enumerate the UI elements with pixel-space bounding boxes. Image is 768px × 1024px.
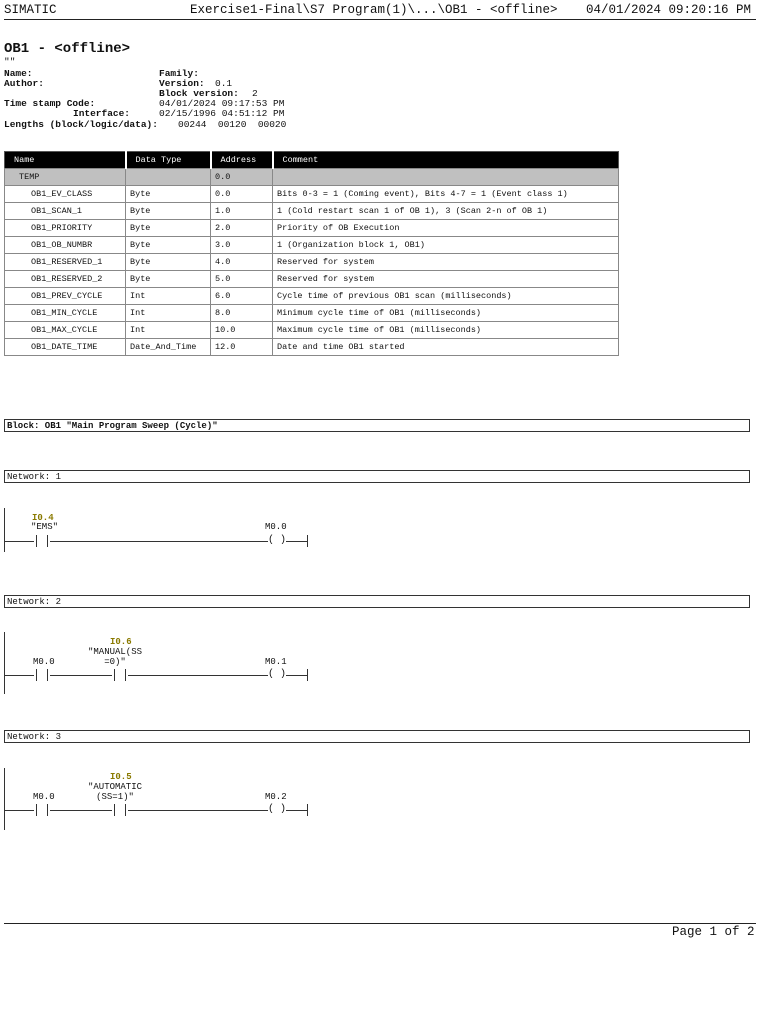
version-value: 0.1 xyxy=(215,78,233,89)
timestamp-interface: 02/15/1996 04:51:12 PM xyxy=(159,108,285,119)
col-header-name: Name xyxy=(5,152,126,169)
power-rail xyxy=(4,632,5,694)
family-label: Family: xyxy=(159,68,199,79)
cell-comment: Maximum cycle time of OB1 (milliseconds) xyxy=(273,322,619,339)
network-1-header: Network: 1 xyxy=(4,470,750,483)
cell-address: 1.0 xyxy=(211,203,273,220)
author-label: Author: xyxy=(4,78,44,89)
cell-address: 5.0 xyxy=(211,271,273,288)
table-row xyxy=(5,169,619,186)
table-row xyxy=(5,237,619,254)
cell-comment: 1 (Cold restart scan 1 of OB 1), 3 (Scan 2-n of OB 1) xyxy=(273,203,619,220)
table-row xyxy=(5,339,619,356)
no-contact-icon xyxy=(34,669,50,681)
block-version-value: 2 xyxy=(252,88,258,99)
cell-address: 8.0 xyxy=(211,305,273,322)
cell-data-type: Byte xyxy=(126,220,211,237)
cell-data-type: Byte xyxy=(126,237,211,254)
coil-address: M0.0 xyxy=(265,522,287,532)
table-row xyxy=(5,271,619,288)
block-title: OB1 - <offline> xyxy=(4,41,131,57)
network-3-header: Network: 3 xyxy=(4,730,750,743)
name-label: Name: xyxy=(4,68,33,79)
cell-address: 4.0 xyxy=(211,254,273,271)
block-comment: "" xyxy=(4,56,16,67)
cell-comment: Cycle time of previous OB1 scan (milliseconds) xyxy=(273,288,619,305)
cell-address: 12.0 xyxy=(211,339,273,356)
no-contact-icon xyxy=(112,804,128,816)
page-number: Page 1 of 2 xyxy=(672,925,755,939)
table-row xyxy=(5,322,619,339)
cell-address: 3.0 xyxy=(211,237,273,254)
network-2-header: Network: 2 xyxy=(4,595,750,608)
cell-comment xyxy=(273,169,619,186)
version-label: Version: xyxy=(159,78,205,89)
cell-name: OB1_SCAN_1 xyxy=(5,203,126,220)
col-header-data-type: Data Type xyxy=(126,152,211,169)
table-row xyxy=(5,203,619,220)
block-version-label: Block version: xyxy=(159,88,239,99)
contact-address: M0.0 xyxy=(33,792,55,802)
cell-address: 2.0 xyxy=(211,220,273,237)
cell-data-type: Byte xyxy=(126,186,211,203)
cell-comment: Reserved for system xyxy=(273,271,619,288)
cell-name: OB1_MAX_CYCLE xyxy=(5,322,126,339)
contact-symbol: "EMS" xyxy=(31,522,59,532)
header-path: Exercise1-Final\S7 Program(1)\...\OB1 - <offline> xyxy=(190,3,558,17)
cell-address: 6.0 xyxy=(211,288,273,305)
cell-name: OB1_DATE_TIME xyxy=(5,339,126,356)
rung-end xyxy=(307,669,308,681)
cell-data-type: Int xyxy=(126,305,211,322)
cell-address: 10.0 xyxy=(211,322,273,339)
col-header-address: Address xyxy=(211,152,273,169)
cell-comment: Reserved for system xyxy=(273,254,619,271)
coil-icon: ( ) xyxy=(268,535,287,546)
cell-name: OB1_MIN_CYCLE xyxy=(5,305,126,322)
cell-data-type: Byte xyxy=(126,271,211,288)
cell-name: OB1_EV_CLASS xyxy=(5,186,126,203)
cell-comment: 1 (Organization block 1, OB1) xyxy=(273,237,619,254)
rung-end xyxy=(307,804,308,816)
contact-address: I0.6 xyxy=(110,637,132,647)
coil-icon: ( ) xyxy=(268,804,287,815)
cell-data-type: Byte xyxy=(126,203,211,220)
coil-address: M0.2 xyxy=(265,792,287,802)
cell-comment: Bits 0-3 = 1 (Coming event), Bits 4-7 = 1 (Event class 1) xyxy=(273,186,619,203)
timestamp-label: Time stamp Code: xyxy=(4,98,96,109)
cell-name: OB1_PRIORITY xyxy=(5,220,126,237)
cell-data-type: Date_And_Time xyxy=(126,339,211,356)
block-bar: Block: OB1 "Main Program Sweep (Cycle)" xyxy=(4,419,750,432)
contact-symbol: "MANUAL(SS =0)" xyxy=(88,647,143,667)
table-row xyxy=(5,254,619,271)
no-contact-icon xyxy=(34,804,50,816)
table-row xyxy=(5,186,619,203)
cell-name: OB1_RESERVED_2 xyxy=(5,271,126,288)
lengths-label: Lengths (block/logic/data): xyxy=(4,119,158,130)
cell-name: TEMP xyxy=(5,169,126,186)
cell-comment: Minimum cycle time of OB1 (milliseconds) xyxy=(273,305,619,322)
contact-address: I0.5 xyxy=(110,772,132,782)
cell-name: OB1_RESERVED_1 xyxy=(5,254,126,271)
table-row xyxy=(5,288,619,305)
cell-address: 0.0 xyxy=(211,186,273,203)
interface-label: Interface: xyxy=(73,108,131,119)
cell-name: OB1_OB_NUMBR xyxy=(5,237,126,254)
cell-comment: Date and time OB1 started xyxy=(273,339,619,356)
lengths-value: 00244 00120 00020 xyxy=(178,119,287,130)
header-datetime: 04/01/2024 09:20:16 PM xyxy=(586,3,752,17)
cell-name: OB1_PREV_CYCLE xyxy=(5,288,126,305)
no-contact-icon xyxy=(112,669,128,681)
cell-data-type: Byte xyxy=(126,254,211,271)
power-rail xyxy=(4,508,5,552)
header-divider xyxy=(4,19,756,20)
rung-end xyxy=(307,535,308,547)
header-app-name: SIMATIC xyxy=(4,3,57,17)
coil-address: M0.1 xyxy=(265,657,287,667)
cell-comment: Priority of OB Execution xyxy=(273,220,619,237)
table-row xyxy=(5,305,619,322)
coil-icon: ( ) xyxy=(268,669,287,680)
power-rail xyxy=(4,768,5,830)
footer-divider xyxy=(4,923,756,924)
cell-data-type: Int xyxy=(126,288,211,305)
col-header-comment: Comment xyxy=(273,152,619,169)
cell-address: 0.0 xyxy=(211,169,273,186)
table-row xyxy=(5,220,619,237)
cell-data-type xyxy=(126,169,211,186)
timestamp-code: 04/01/2024 09:17:53 PM xyxy=(159,98,285,109)
contact-address: I0.4 xyxy=(32,513,54,523)
table-header-row xyxy=(5,152,619,169)
cell-data-type: Int xyxy=(126,322,211,339)
no-contact-icon xyxy=(34,535,50,547)
contact-address: M0.0 xyxy=(33,657,55,667)
contact-symbol: "AUTOMATIC (SS=1)" xyxy=(88,782,143,802)
variable-table xyxy=(4,151,619,356)
